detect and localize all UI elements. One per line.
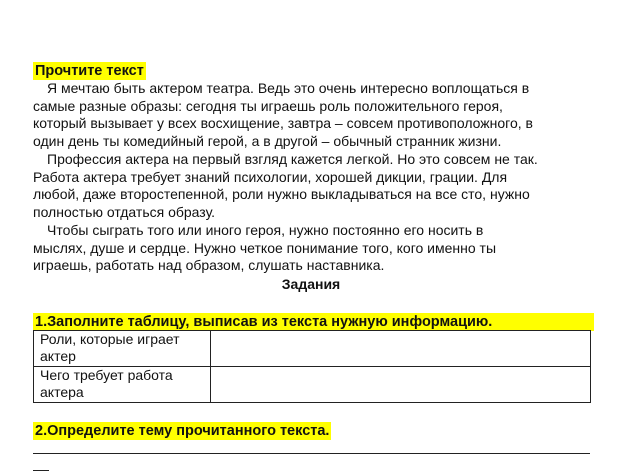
answer-cell[interactable] <box>211 331 591 367</box>
label-line: актер <box>40 348 76 364</box>
task-1-instruction: 1.Заполните таблицу, выписав из текста нужную информацию. <box>33 313 594 331</box>
paragraph-3 <box>33 222 603 275</box>
text-line: Профессия актера на первый взгляд кажется легкой. Но это совсем не так. <box>47 151 538 167</box>
answer-line[interactable] <box>33 453 590 454</box>
text-line: Чтобы сыграть того или иного героя, нужно постоянно его носить в <box>47 222 484 238</box>
table-row-label <box>34 331 211 367</box>
text-line: полностью отдаться образу. <box>33 203 216 220</box>
paragraph-1 <box>33 80 603 150</box>
table-row <box>34 367 591 403</box>
label-line: Чего требует работа <box>40 367 173 383</box>
paragraph-2 <box>33 151 603 221</box>
text-line: самые разные образы: сегодня ты играешь роль положительного героя, <box>33 97 503 114</box>
text-line: который вызывает у всех восхищение, завтра – совсем противоположного, в <box>33 115 533 131</box>
label-line: Роли, которые играет <box>40 331 180 347</box>
text-line: играешь, работать над образом, слушать наставника. <box>33 257 385 273</box>
tasks-title: Задания <box>281 276 341 292</box>
text-line: Работа актера требует знаний психологии, хорошей дикции, грации. Для <box>33 168 508 185</box>
answer-table <box>33 330 591 403</box>
read-text-heading: Прочтите текст <box>35 63 144 79</box>
task-2-instruction: 2.Определите тему прочитанного текста. <box>35 423 330 439</box>
text-line: мыслях, душе и сердце. Нужно четкое понимание того, кого именно ты <box>33 239 497 256</box>
answer-cell[interactable] <box>211 367 591 403</box>
table-row-label <box>34 367 211 403</box>
table-row <box>34 331 591 367</box>
text-line: Я мечтаю быть актером театра. Ведь это очень интересно воплощаться в <box>47 80 530 96</box>
label-line: актера <box>40 384 84 400</box>
text-line: один день ты комедийный герой, а в другой – обычный странник жизни. <box>33 132 502 149</box>
text-line: любой, даже второстепенной, роли нужно выкладываться на все сто, нужно <box>33 186 530 202</box>
answer-line[interactable] <box>33 470 49 471</box>
